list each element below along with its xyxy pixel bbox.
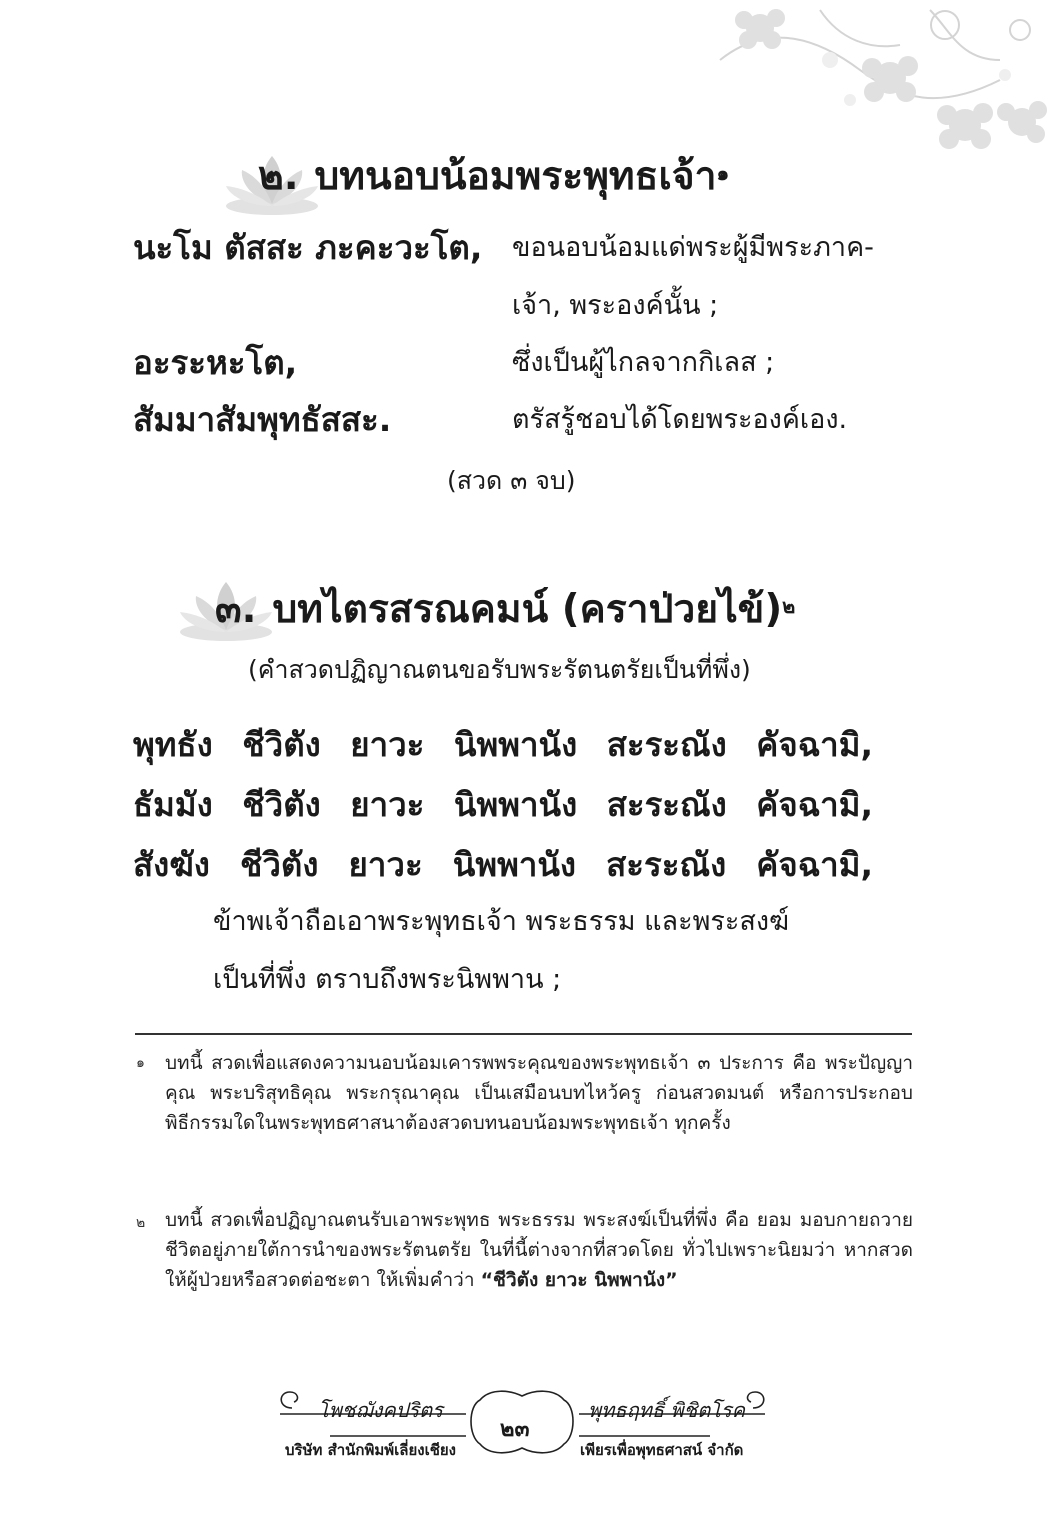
chant-meaning-line-1: ข้าพเจ้าถือเอาพระพุทธเจ้า พระธรรม และพระสงฆ์ [213,906,790,937]
meaning-line-1-cont: เจ้า, พระองค์นั้น ; [512,290,719,321]
section-2-number: ๒. [258,154,299,199]
pali-line-2: อะระหะโต, [133,343,298,382]
page-number: ๒๓ [500,1417,530,1442]
chant-row-dhamma [133,780,873,830]
chant-word: นิพพานัง [453,725,578,764]
footnote-ref-1: ๑ [716,161,730,185]
chant-word: ยาวะ [350,785,425,824]
footnote-mark-1: ๑ [136,1055,145,1071]
pali-line-1: นะโม ตัสสะ ภะคะวะโต, [133,228,483,267]
section-2-heading [258,152,729,202]
chant-word: พุทธัง [133,725,213,764]
meaning-line-2: ซึ่งเป็นผู้ไกลจากกิเลส ; [512,347,775,378]
footnote-1: บทนี้ สวดเพื่อแสดงความนอบน้อมเคารพพระคุณของพระพุทธเจ้า ๓ ประการ คือ พระปัญญาคุณ พระบริสุทธิคุณ พระกรุณาคุณ เป็นเสมือนบทไหว้ครู ก่อนสวดมนต์ หรือการประกอบพิธีกรรมใดในพระพุทธศาสนาต้องสวดบทนอบน้อมพระพุทธเจ้า ทุกครั้ง [165,1052,913,1134]
footnote-2 [165,1205,913,1295]
chant-word: ธัมมัง [133,785,213,824]
chant-row-sangha [133,840,873,890]
chant-word: ชีวิตัง [242,725,321,764]
chant-word: คัจฉามิ, [756,785,873,824]
chant-word: นิพพานัง [452,845,577,884]
footer-publisher-left: บริษัท สำนักพิมพ์เลี่ยงเชียง [285,1441,457,1459]
chant-word: คัจฉามิ, [756,725,873,764]
chant-word: ยาวะ [350,725,425,764]
chant-word: ชีวิตัง [239,845,319,884]
footer-publisher-right: เพียรเพื่อพุทธศาสน์ จำกัด [580,1441,744,1459]
chant-word: ชีวิตัง [242,785,321,824]
chant-word: สะระณัง [606,845,727,884]
section-3-number: ๓. [215,587,257,632]
section-3-heading [215,585,795,635]
meaning-line-1: ขอนอบน้อมแด่พระผู้มีพระภาค- [512,232,874,263]
footnote-2-bold: “ชีวิตัง ยาวะ นิพพานัง” [480,1269,678,1291]
chant-row-buddha [133,720,873,770]
footnote-divider [135,1033,912,1035]
section-2-title: บทนอบน้อมพระพุทธเจ้า [314,154,717,199]
repeat-note: (สวด ๓ จบ) [447,466,576,495]
chant-word: คัจฉามิ, [756,845,873,884]
chant-word: ยาวะ [348,845,423,884]
floral-decoration [700,0,1047,170]
footer-book-title: โพชฌังคปริตร [318,1398,443,1422]
chant-word: นิพพานัง [453,785,578,824]
footnote-ref-2: ๒ [782,594,796,618]
chant-word: สะระณัง [606,785,727,824]
chant-word: สังฆัง [133,845,210,884]
footnote-2-text: บทนี้ สวดเพื่อปฏิญาณตนรับเอาพระพุทธ พระธรรม พระสงฆ์เป็นที่พึ่ง คือ ยอม มอบกายถวายชีวิตอยู่ภายใต้การนำของพระรัตนตรัย ในที่นี้ต่างจากที่สวดโดย ทั่วไปเพราะนิยมว่า หากสวดให้ผู้ป่วยหรือสวดต่อชะตา ให้เพิ่มคำว่า [165,1209,913,1291]
footer-series-title: พุทธฤทธิ์ พิชิตโรค [588,1398,746,1422]
meaning-line-3: ตรัสรู้ชอบได้โดยพระองค์เอง. [512,404,848,435]
pali-line-3: สัมมาสัมพุทธัสสะ. [133,400,392,439]
section-3-title: บทไตรสรณคมน์ (คราป่วยไข้) [272,587,783,632]
section-3-subtitle: (คำสวดปฏิญาณตนขอรับพระรัตนตรัยเป็นที่พึ่ง) [248,655,751,684]
footnote-mark-2: ๒ [136,1215,146,1231]
chant-word: สะระณัง [606,725,727,764]
chant-meaning-line-2: เป็นที่พึ่ง ตราบถึงพระนิพพาน ; [213,964,562,995]
